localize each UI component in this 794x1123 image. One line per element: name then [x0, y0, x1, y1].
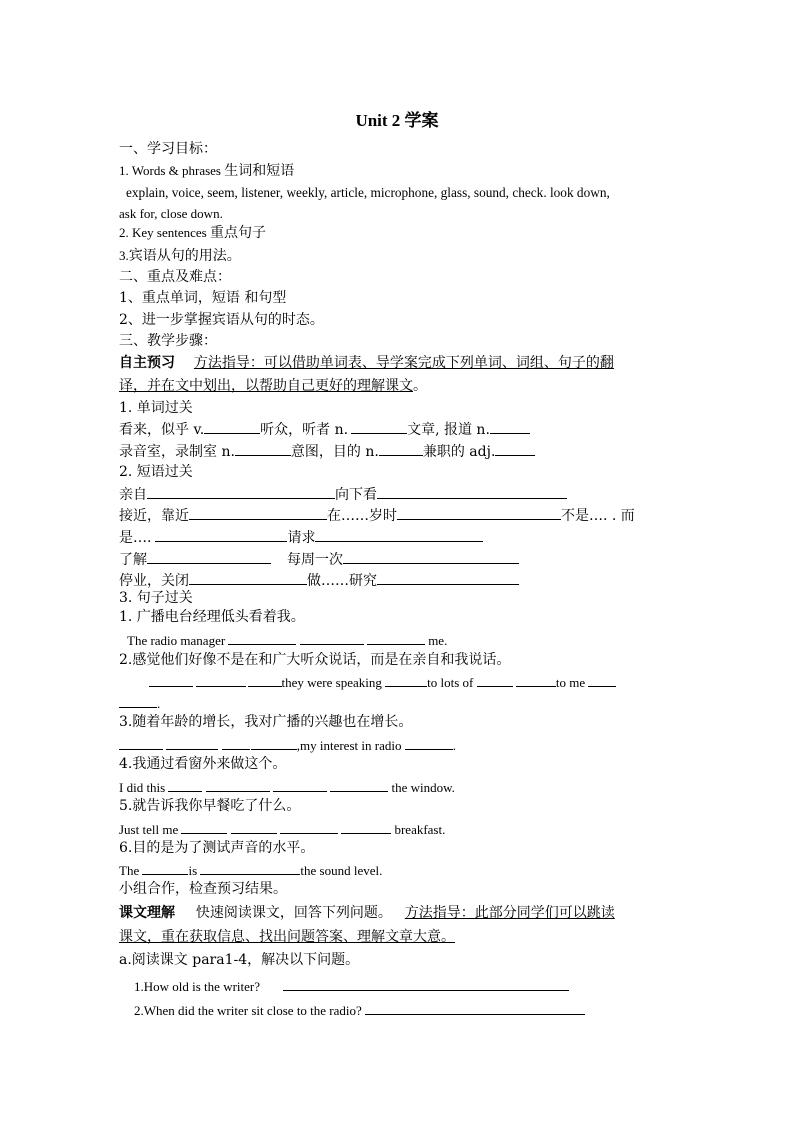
sentence-2-english-cont	[119, 693, 675, 714]
blank-s5-4[interactable]	[341, 819, 391, 834]
blank-s5-2[interactable]	[231, 819, 277, 834]
sentence-3-mid: ,my interest in radio	[296, 738, 402, 753]
reading-instructions-line1	[119, 903, 675, 923]
blank-s5-1[interactable]	[181, 819, 227, 834]
preview-heading: 自主预习	[119, 355, 175, 371]
blank-s1-3[interactable]	[367, 630, 425, 645]
sentence-3-end: .	[452, 738, 456, 753]
sentence-4-end: the window.	[391, 780, 455, 795]
phrases-row-1	[119, 484, 675, 505]
sentence-6-chinese: 6.目的是为了测试声音的水平。	[119, 840, 315, 856]
sentence-6-mid: is	[188, 863, 198, 878]
section-2-heading: 二、重点及难点：	[119, 269, 231, 285]
words-row-1	[119, 419, 675, 440]
blank-ask-for[interactable]	[315, 527, 483, 542]
blank-studio[interactable]	[235, 441, 291, 456]
blank-weekly[interactable]	[343, 549, 519, 564]
objective-1-text: 生词和短语	[224, 163, 295, 179]
blank-s2-5[interactable]	[477, 672, 513, 687]
answer-line-q1[interactable]	[283, 976, 569, 991]
blank-part-time[interactable]	[495, 441, 535, 456]
blank-s2-2[interactable]	[196, 672, 246, 687]
reading-question-1	[134, 976, 690, 997]
reading-question-2	[134, 1000, 690, 1021]
reading-method-text-cont: 课文，重在获取信息、找出问题答案、理解文章大意。	[119, 929, 455, 945]
key-point-2: 2、进一步掌握宾语从句的时态。	[119, 312, 324, 328]
phrase-prompt-look-down: 向下看	[335, 487, 377, 503]
sentence-4-start: I did this	[119, 780, 166, 795]
blank-look-down[interactable]	[377, 484, 567, 499]
blank-s4-4[interactable]	[330, 777, 388, 792]
sentence-2-mid-1: they were speaking	[281, 675, 382, 690]
blank-seem[interactable]	[204, 419, 260, 434]
sentence-1-chinese: 1. 广播电台经理低头看着我。	[119, 609, 305, 625]
blank-purpose[interactable]	[379, 441, 423, 456]
phrases-row-2	[119, 505, 675, 526]
phrases-row-3	[119, 527, 675, 548]
phrase-prompt-not-but: 不是…. . 而	[561, 508, 635, 524]
sentence-3-chinese: 3.随着年龄的增长，我对广播的兴趣也在增长。	[119, 714, 413, 730]
blank-listener[interactable]	[351, 419, 407, 434]
group-work-note: 小组合作，检查预习结果。	[119, 881, 287, 897]
para-task-heading: a.阅读课文 para1-4，解决以下问题。	[119, 952, 360, 968]
key-point-1: 1、重点单词，短语 和句型	[119, 290, 287, 306]
sentence-6-start: The	[119, 863, 140, 878]
reading-method-text: 方法指导：此部分同学们可以跳读	[404, 905, 615, 921]
answer-line-q2[interactable]	[365, 1000, 585, 1015]
blank-s3-4[interactable]	[251, 735, 297, 750]
blank-s6-3[interactable]	[248, 860, 300, 875]
preview-method-text: 方法指导：可以借助单词表、导学案完成下列单词、词组、句子的翻	[193, 355, 614, 371]
blank-s3-3[interactable]	[222, 735, 250, 750]
blank-not-but[interactable]	[155, 527, 287, 542]
blank-at-age[interactable]	[397, 505, 561, 520]
blank-s4-1[interactable]	[168, 777, 202, 792]
preview-instructions-line1	[119, 353, 675, 373]
word-prompt-article: 文章, 报道 n.	[407, 422, 490, 438]
blank-s1-1[interactable]	[228, 630, 296, 645]
blank-s1-2[interactable]	[300, 630, 364, 645]
preview-instructions-line2	[119, 376, 675, 396]
sentence-5-english	[119, 819, 675, 840]
blank-s3-2[interactable]	[166, 735, 218, 750]
phrase-prompt-weekly: 每周一次	[287, 552, 343, 568]
blank-s5-3[interactable]	[280, 819, 338, 834]
phrase-prompt-in-person: 亲自	[119, 487, 147, 503]
sentence-2-mid-2: to lots of	[427, 675, 474, 690]
objective-1-number: 1. Words & phrases	[119, 163, 225, 178]
reading-instruction: 快速阅读课文，回答下列问题。	[195, 905, 392, 921]
words-row-2	[119, 441, 675, 462]
phrase-prompt-research: 做……研究	[307, 573, 377, 589]
reading-heading: 课文理解	[119, 905, 175, 921]
objective-3	[119, 246, 675, 266]
sentence-6-english	[119, 860, 675, 881]
objective-1	[119, 161, 675, 181]
blank-s4-2[interactable]	[206, 777, 270, 792]
words-heading: 1. 单词过关	[119, 400, 193, 416]
sentence-1-english	[127, 630, 683, 651]
reading-question-1-text: 1.How old is the writer?	[134, 979, 261, 994]
sentence-5-chinese: 5.就告诉我你早餐吃了什么。	[119, 798, 301, 814]
blank-close-down[interactable]	[189, 570, 307, 585]
sentence-1-start: The radio manager	[127, 633, 226, 648]
vocab-list-line2: ask for, close down.	[119, 206, 223, 221]
section-3-heading: 三、教学步骤：	[119, 333, 217, 349]
phrase-prompt-not-but-cont: 是….	[119, 530, 152, 546]
page-title: Unit 2 学案	[355, 111, 439, 130]
objective-3-text: 宾语从句的用法。	[128, 248, 241, 264]
blank-s3-5[interactable]	[405, 735, 453, 750]
vocab-list-line1: explain, voice, seem, listener, weekly, article, microphone, glass, sound, check. look down,	[126, 185, 610, 200]
sentence-2-english	[149, 672, 675, 693]
sentence-1-end: me.	[428, 633, 448, 648]
blank-s2-6[interactable]	[516, 672, 556, 687]
sentence-2-chinese: 2.感觉他们好像不是在和广大听众说话，而是在亲自和我说话。	[119, 652, 511, 668]
preview-method-period: 。	[413, 378, 427, 394]
phrase-prompt-at-age: 在……岁时	[327, 508, 397, 524]
sentence-5-start: Just tell me	[119, 822, 179, 837]
word-prompt-part-time: 兼职的 adj.	[422, 444, 496, 460]
phrases-row-4	[119, 549, 675, 570]
sentence-2-mid-3: to me	[555, 675, 586, 690]
word-prompt-studio: 录音室，录制室 n.	[119, 444, 235, 460]
blank-s6-1[interactable]	[142, 860, 188, 875]
blank-s6-2[interactable]	[200, 860, 248, 875]
phrase-prompt-ask-for: 请求	[287, 530, 316, 546]
reading-question-2-text: 2.When did the writer sit close to the radio?	[134, 1003, 362, 1018]
sentence-4-chinese: 4.我通过看窗外来做这个。	[119, 756, 287, 772]
objective-2	[119, 223, 675, 243]
blank-close-to[interactable]	[189, 505, 327, 520]
blank-s4-3[interactable]	[273, 777, 327, 792]
objective-2-text: 重点句子	[209, 225, 266, 241]
blank-article[interactable]	[490, 419, 530, 434]
preview-method-text-cont: 译，并在文中划出，以帮助自己更好的理解课文	[119, 378, 413, 394]
sentences-heading: 3. 句子过关	[119, 590, 193, 606]
sentence-3-english	[119, 735, 675, 756]
word-prompt-seem: 看来，似乎 v.	[119, 422, 205, 438]
objective-3-number: 3.	[119, 248, 129, 263]
phrase-prompt-close-down: 停业，关闭	[119, 573, 189, 589]
phrase-prompt-know-about: 了解	[119, 552, 147, 568]
blank-research[interactable]	[377, 570, 519, 585]
blank-s2-8[interactable]	[119, 693, 157, 708]
section-1-heading: 一、学习目标：	[119, 141, 217, 157]
reading-instructions-line2	[119, 927, 675, 947]
phrases-heading: 2. 短语过关	[119, 464, 193, 480]
blank-s2-3[interactable]	[248, 672, 282, 687]
word-prompt-purpose: 意图，目的 n.	[290, 444, 379, 460]
objective-2-number: 2. Key sentences	[119, 225, 210, 240]
sentence-6-end: the sound level.	[300, 863, 383, 878]
blank-know-about[interactable]	[147, 549, 271, 564]
blank-s2-1[interactable]	[149, 672, 193, 687]
sentence-5-end: breakfast.	[394, 822, 446, 837]
word-prompt-listener: 听众，听者 n.	[260, 422, 349, 438]
blank-s3-1[interactable]	[119, 735, 163, 750]
sentence-2-end: .	[157, 696, 161, 711]
blank-in-person[interactable]	[147, 484, 335, 499]
blank-s2-4[interactable]	[385, 672, 427, 687]
blank-s2-7[interactable]	[588, 672, 616, 687]
sentence-4-english	[119, 777, 675, 798]
phrase-prompt-close-to: 接近，靠近	[119, 508, 189, 524]
